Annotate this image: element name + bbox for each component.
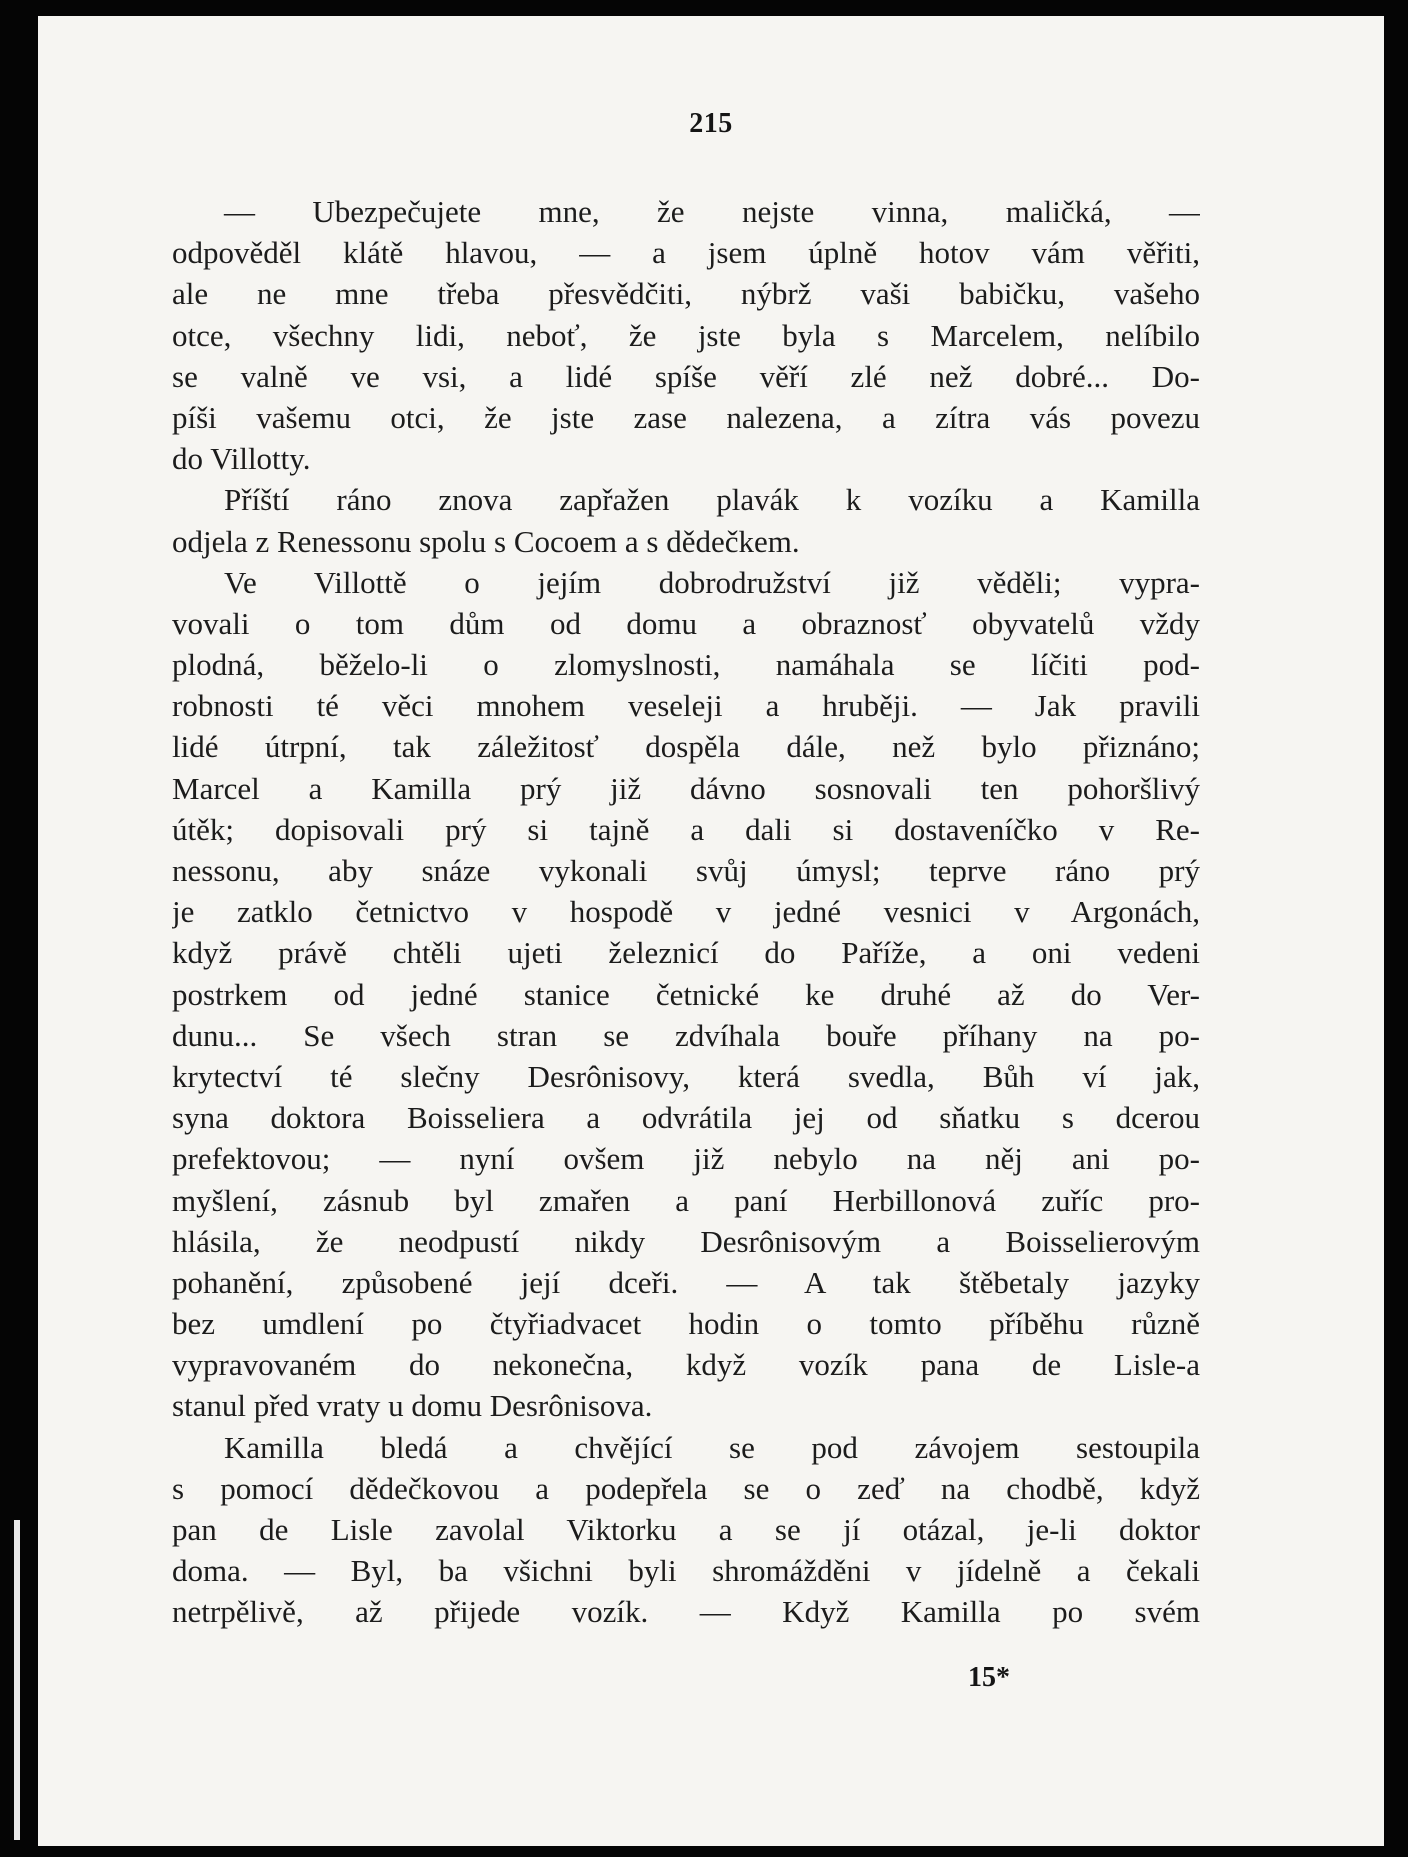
text-line: doma. — Byl, ba všichni byli shromážděni v jídelně a čekali: [172, 1553, 1200, 1589]
text-line: Příští ráno znova zapřažen plavák k vozíku a Kamilla: [224, 482, 1200, 518]
text-line: vypravovaném do nekonečna, když vozík pana de Lisle-a: [172, 1347, 1200, 1383]
text-line: Kamilla bledá a chvějící se pod závojem sestoupila: [224, 1429, 1200, 1465]
body-text: [172, 191, 1200, 1633]
text-line: odpověděl klátě hlavou, — a jsem úplně hotov vám věřiti,: [172, 235, 1200, 271]
text-line: syna doktora Boisseliera a odvrátila jej od sňatku s dcerou: [172, 1100, 1200, 1136]
text-line: pohanění, způsobené její dceři. — A tak štěbetaly jazyky: [172, 1264, 1200, 1300]
text-line: vovali o tom dům od domu a obraznosť obyvatelů vždy: [172, 605, 1200, 641]
text-line: útěk; dopisovali prý si tajně a dali si dostaveníčko v Re-: [172, 811, 1200, 847]
text-line: hlásila, že neodpustí nikdy Desrônisovým a Boisselierovým: [172, 1223, 1200, 1259]
text-line: Ve Villottě o jejím dobrodružství již věděli; vypra-: [224, 564, 1200, 600]
text-line: píši vašemu otci, že jste zase nalezena, a zítra vás povezu: [172, 399, 1200, 435]
text-line: je zatklo četnictvo v hospodě v jedné vesnici v Argonách,: [172, 894, 1200, 930]
book-page: [38, 16, 1384, 1846]
page-edge: [14, 1520, 20, 1840]
text-line: postrkem od jedné stanice četnické ke druhé až do Ver-: [172, 976, 1200, 1012]
page-number: 215: [689, 108, 733, 139]
text-line: ale ne mne třeba přesvědčiti, nýbrž vaši babičku, vašeho: [172, 276, 1200, 312]
text-line: stanul před vraty u domu Desrônisova.: [172, 1388, 653, 1424]
text-line: nessonu, aby snáze vykonali svůj úmysl; teprve ráno prý: [172, 853, 1200, 888]
text-line: dunu... Se všech stran se zdvíhala bouře příhany na po-: [172, 1017, 1200, 1053]
text-line: netrpělivě, až přijede vozík. — Když Kamilla po svém: [172, 1594, 1200, 1630]
text-line: do Villotty.: [172, 441, 311, 477]
text-line: se valně ve vsi, a lidé spíše věří zlé než dobré... Do-: [172, 358, 1200, 394]
text-line: krytectví té slečny Desrônisovy, která svedla, Bůh ví jak,: [172, 1058, 1200, 1094]
text-line: bez umdlení po čtyřiadvacet hodin o tomto příběhu různě: [172, 1306, 1200, 1342]
text-line: — Ubezpečujete mne, že nejste vinna, maličká, —: [224, 194, 1200, 229]
text-line: plodná, běželo-li o zlomyslnosti, namáhala se líčiti pod-: [172, 647, 1200, 683]
text-line: prefektovou; — nyní ovšem již nebylo na něj ani po-: [172, 1141, 1200, 1177]
printer-signature: 15*: [968, 1662, 1010, 1693]
text-line: myšlení, zásnub byl zmařen a paní Herbillonová zuříc pro-: [172, 1182, 1200, 1218]
text-line: lidé útrpní, tak záležitosť dospěla dále, než bylo přiznáno;: [172, 729, 1200, 765]
text-line: pan de Lisle zavolal Viktorku a se jí otázal, je-li doktor: [172, 1512, 1200, 1547]
text-line: robnosti té věci mnohem veseleji a hruběji. — Jak pravili: [172, 688, 1200, 724]
text-line: když právě chtěli ujeti železnicí do Paříže, a oni vedeni: [172, 935, 1200, 971]
text-line: s pomocí dědečkovou a podepřela se o zeď na chodbě, když: [172, 1470, 1200, 1506]
text-line: Marcel a Kamilla prý již dávno sosnovali ten pohoršlivý: [172, 770, 1200, 806]
text-line: otce, všechny lidi, neboť, že jste byla s Marcelem, nelíbilo: [172, 317, 1200, 353]
text-line: odjela z Renessonu spolu s Cocoem a s dědečkem.: [172, 523, 800, 559]
